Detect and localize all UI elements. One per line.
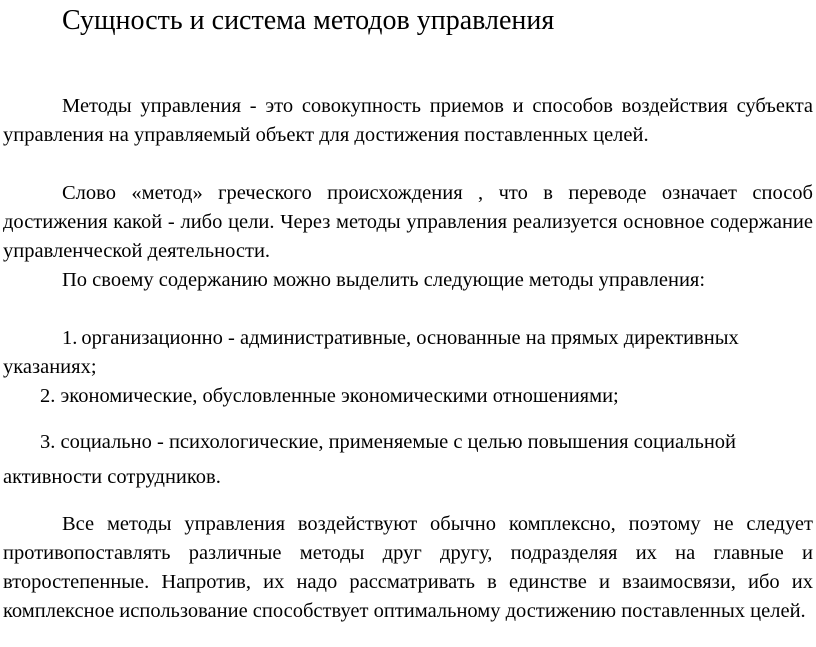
list-item-socio-psychological — [3, 425, 813, 495]
page-title: Сущность и система методов управления — [62, 5, 555, 36]
list-item-number: 1. — [62, 327, 78, 349]
list-item-number: 3. — [40, 431, 56, 453]
paragraph-methods-intro: По своему содержанию можно выделить следующие методы управления: — [62, 269, 706, 291]
list-item-text: экономические, обусловленные экономическими отношениями; — [60, 385, 619, 407]
paragraph-method-origin: Слово «метод» греческого происхождения , что в переводе означает способ достижения какой - либо цели. Через методы управления реализуется основное содержание управленческой деятельности. — [3, 182, 813, 262]
list-item-text: организационно - административные, основанные на прямых директивных указаниях; — [3, 327, 739, 378]
list-item-text: социально - психологические, применяемые с целью повышения социальной активности сотрудников. — [3, 431, 737, 488]
list-item-number: 2. — [40, 385, 56, 407]
paragraph-conclusion: Все методы управления воздействуют обычно комплексно, поэтому не следует противопоставлять различные методы друг другу, подразделяя их на главные и второстепенные. Напротив, их надо рассматривать в единстве и взаимосвязи, ибо их комплексное использование способствует оптимальному достижению поставленных целей. — [3, 513, 813, 622]
list-item-organizational — [3, 324, 813, 382]
list-item-economic — [3, 382, 813, 411]
paragraph-definition: Методы управления - это совокупность приемов и способов воздействия субъекта управления на управляемый объект для достижения поставленных целей. — [3, 95, 813, 146]
